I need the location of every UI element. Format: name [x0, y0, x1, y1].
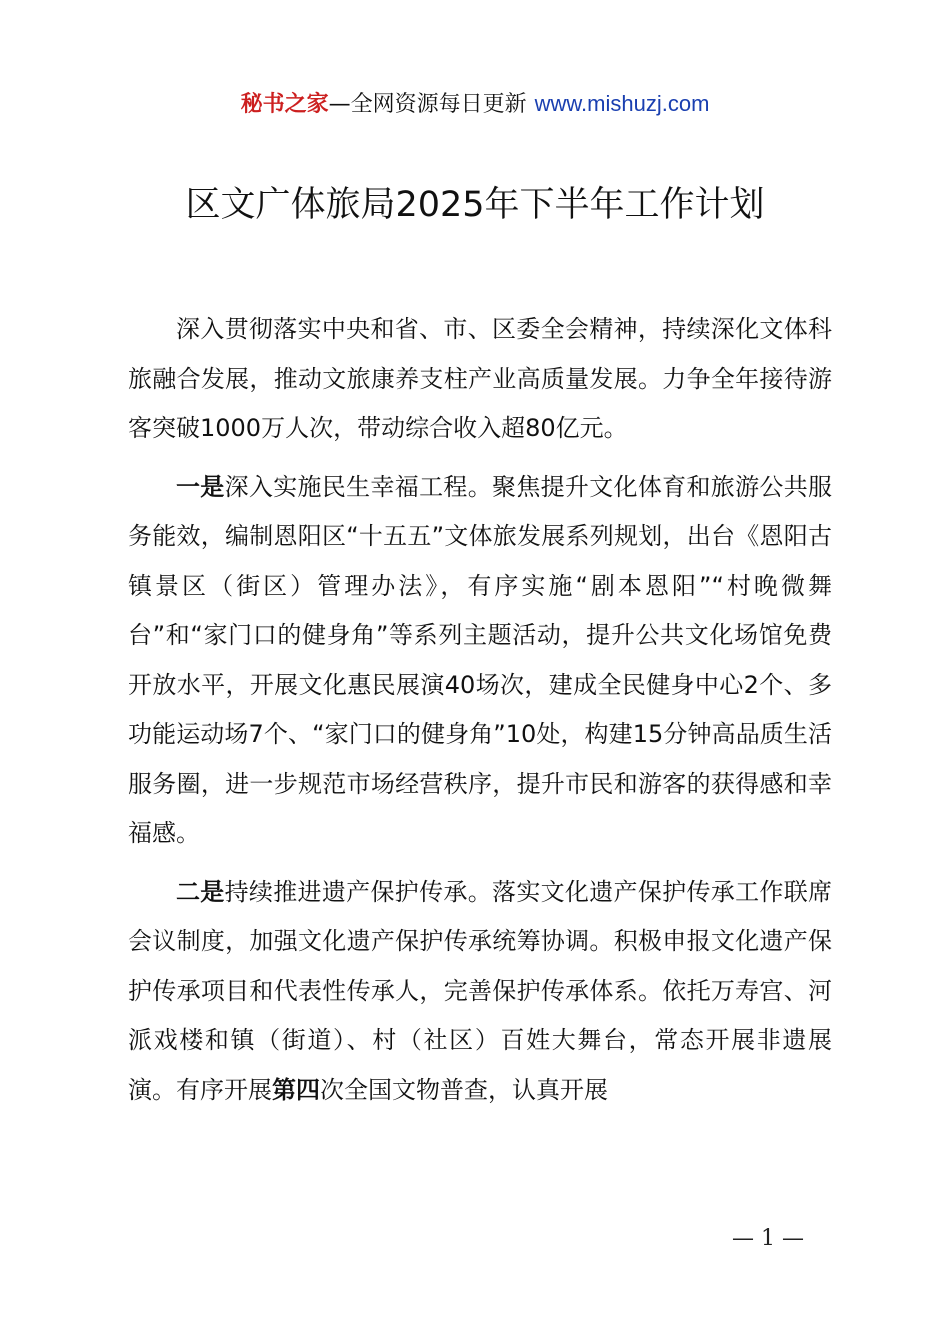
paragraph-text: 深入贯彻落实中央和省、市、区委全会精神，持续深化文体科旅融合发展，推动文旅康养支柱产业高质量发展。力争全年接待游客突破1000万人次，带动综合收入超80亿元。 [128, 315, 832, 442]
emphasis-text: 第四 [272, 1075, 320, 1104]
brand-name: 秘书之家 [240, 92, 329, 117]
point-lead: 一是 [176, 472, 225, 501]
paragraph-text: 深入实施民生幸福工程。聚焦提升文化体育和旅游公共服务能效，编制恩阳区“十五五”文体旅发展系列规划，出台《恩阳古镇景区（街区）管理办法》，有序实施“剧本恩阳”“村晚微舞台”和“家门口的健身角”等系列主题活动，提升公共文化场馆免费开放水平，开展文化惠民展演40场次，建成全民健身中心2个、多功能运动场7个、“家门口的健身角”10处，构建15分钟高品质生活服务圈，进一步规范市场经营秩序，提升市民和游客的获得感和幸福感。 [128, 472, 833, 847]
banner-dash: — [328, 92, 351, 117]
document-body [128, 305, 832, 1124]
point-one-paragraph [128, 463, 832, 859]
site-banner [0, 84, 950, 125]
paragraph-text: 持续推进遗产保护传承。落实文化遗产保护传承工作联席会议制度，加强文化遗产保护传承统筹协调。积极申报文化遗产保护传承项目和代表性传承人，完善保护传承体系。依托万寿宫、河派戏楼和镇（街道）、村（社区）百姓大舞台，常态开展非遗展演。有序开展 [128, 877, 833, 1104]
point-two-paragraph [128, 868, 832, 1116]
banner-slogan: 全网资源每日更新 [350, 92, 527, 117]
site-url-link[interactable]: www.mishuzj.com [534, 91, 710, 116]
page-number: — 1 — [732, 1226, 804, 1251]
point-lead: 二是 [176, 877, 225, 906]
intro-paragraph [128, 305, 832, 454]
document-title: 区文广体旅局2025年下半年工作计划 [185, 185, 765, 225]
paragraph-text: 次全国文物普查，认真开展 [320, 1075, 608, 1104]
